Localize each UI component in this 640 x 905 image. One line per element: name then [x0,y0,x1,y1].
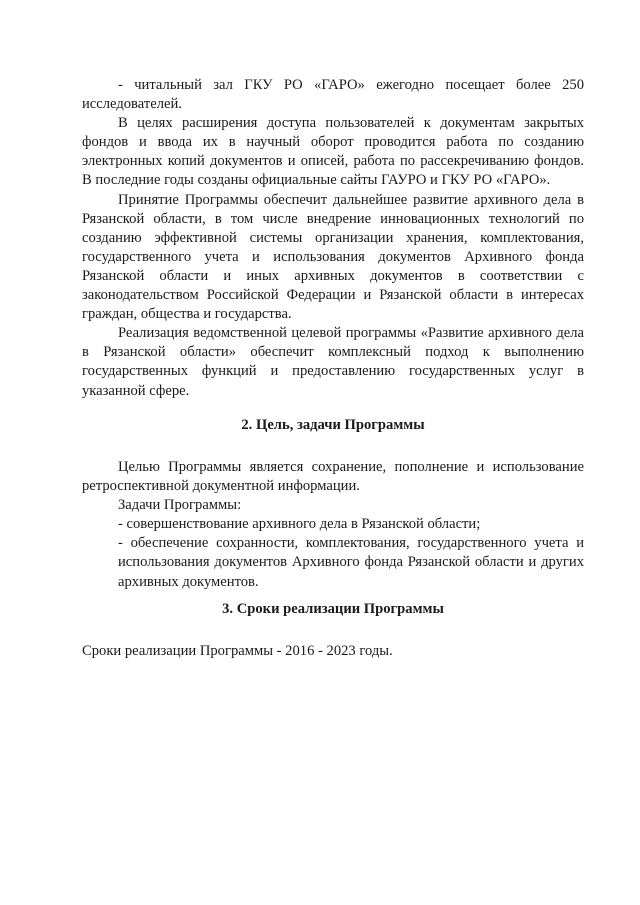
task-item-1: - совершенствование архивного дела в Рязанской области; [118,516,481,533]
section-2-heading: 2. Цель, задачи Программы [241,417,425,433]
tasks-title: Задачи Программы: [118,497,242,514]
section-1-body [82,76,584,401]
paragraph-goal: Целью Программы является сохранение, пополнение и использование ретроспективной документной информации. [82,459,584,495]
section-3-heading: 3. Сроки реализации Программы [222,601,444,617]
section-2-body [82,458,584,592]
paragraph-reading-room: - читальный зал ГКУ РО «ГАРО» ежегодно посещает более 250 исследователей. [82,77,584,113]
paragraph-program-adoption: Принятие Программы обеспечит дальнейшее развитие архивного дела в Рязанской области, в том числе внедрение инновационных технологий по созданию эффективной системы организации хранения, комплектования, государственного учета и использования документов Архивного фонда Рязанской области и иных архивных документов в соответствии с законодательством Российской Федерации и Рязанской области в интересах граждан, общества и государства. [82,191,584,323]
paragraph-access-expansion: В целях расширения доступа пользователей к документам закрытых фондов и ввода их в научный оборот проводится работа по созданию электронных копий документов и описей, работа по рассекречиванию фондов. В последние годы созданы официальные сайты ГАУРО и ГКУ РО «ГАРО». [82,115,584,189]
task-item-2: - обеспечение сохранности, комплектования, государственного учета и использования документов Архивного фонда Рязанской области и других архивных документов. [118,535,584,590]
paragraph-program-implementation: Реализация ведомственной целевой программы «Развитие архивного дела в Рязанской области» обеспечит комплексный подход к выполнению государственных функций и предоставлению государственных услуг в указанной сфере. [82,325,584,399]
paragraph-timeline: Сроки реализации Программы - 2016 - 2023 годы. [82,643,393,659]
